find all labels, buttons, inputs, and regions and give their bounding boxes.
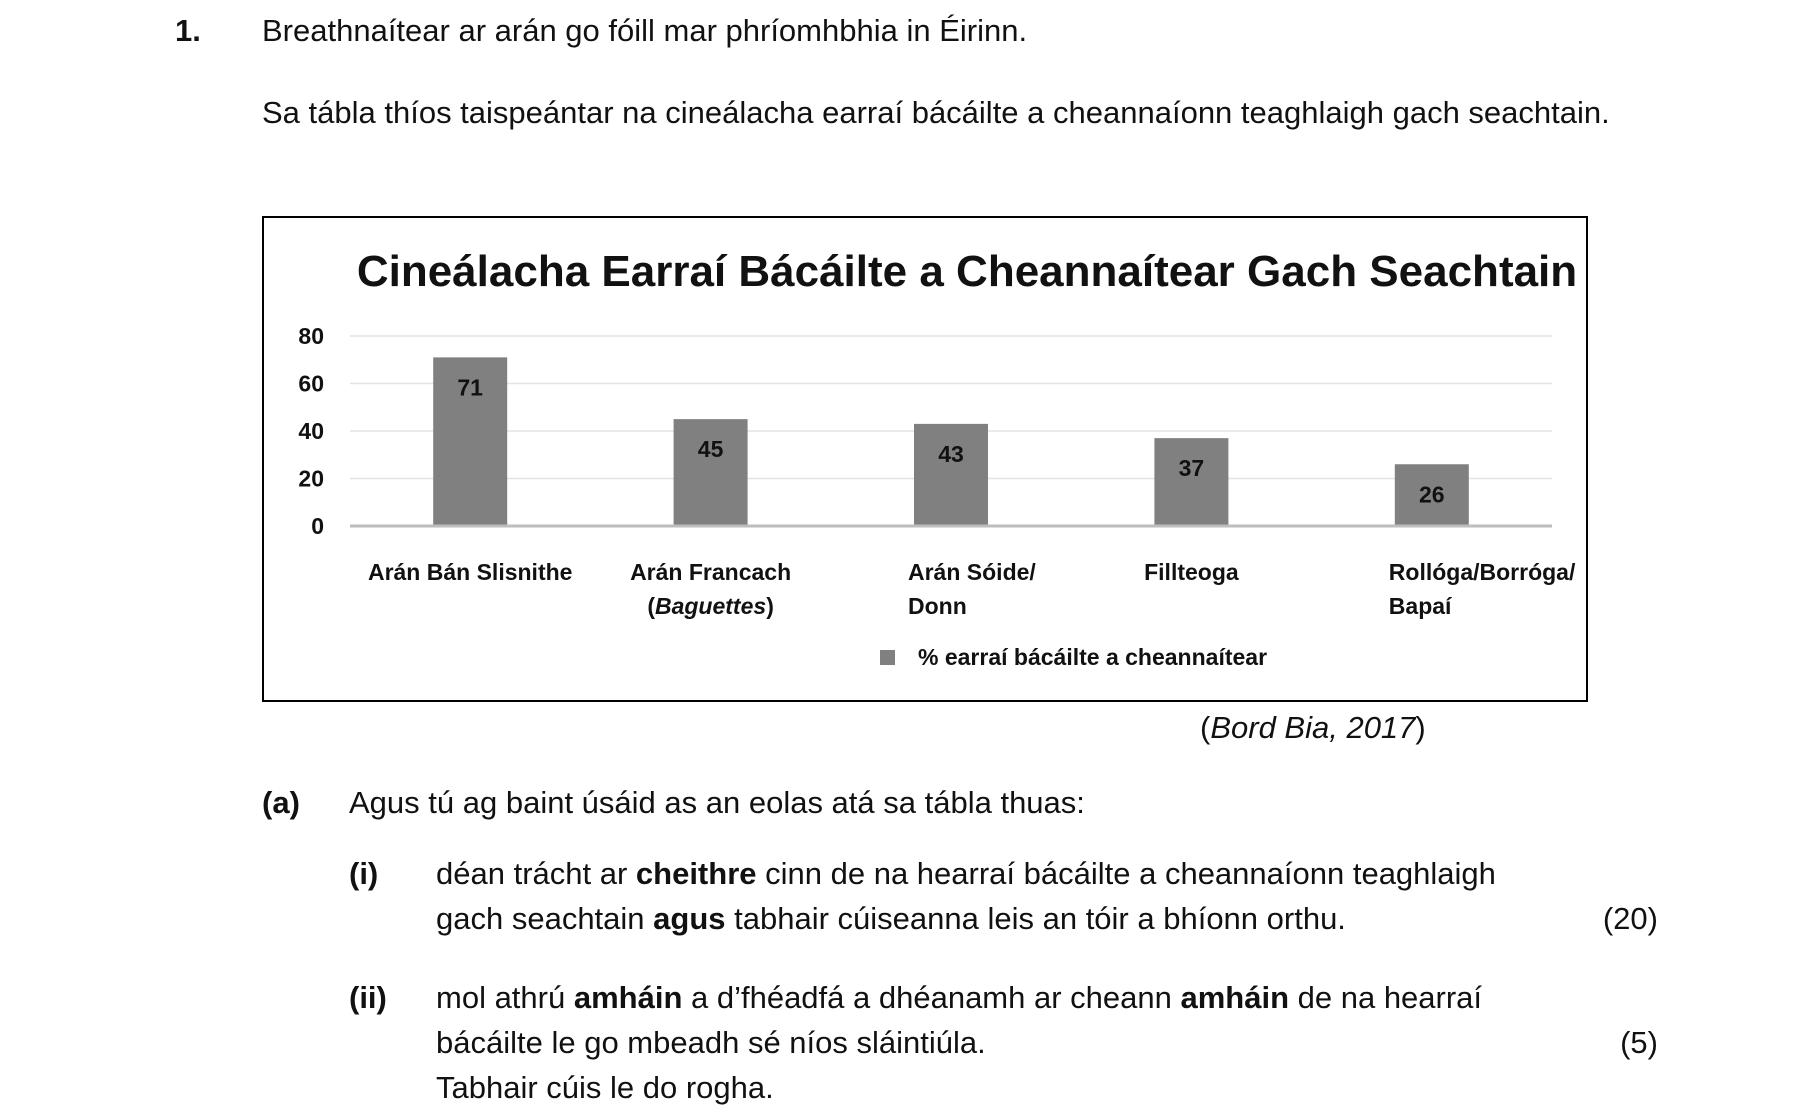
- part-i-line2: [436, 896, 1346, 941]
- part-i-l2-c: tabhair cúiseanna leis an tóir a bhíonn orthu.: [725, 901, 1346, 936]
- bar: [914, 424, 988, 526]
- question-intro: Breathnaítear ar arán go fóill mar phríomhbhia in Éirinn.: [262, 13, 1028, 48]
- bar-chart: [262, 216, 1588, 702]
- bar-value-label: 26: [1419, 481, 1445, 508]
- part-i-l2-b: agus: [653, 901, 726, 936]
- part-ii-l1-c: a d’fhéadfá a dhéanamh ar cheann: [682, 980, 1181, 1015]
- part-i-l1-c: cinn de na hearraí bácáilte a cheannaíonn teaghlaigh: [756, 856, 1496, 891]
- x-category-label: Arán Francach: [630, 559, 792, 585]
- part-i-marks: (20): [1602, 901, 1658, 936]
- y-tick-label: 40: [298, 418, 324, 444]
- x-category-label: Fillteoga: [1144, 559, 1239, 585]
- part-ii-line2: bácáilte le go mbeadh sé níos sláintiúla.: [436, 1025, 986, 1060]
- x-category-label: Bapaí: [1388, 593, 1452, 619]
- x-category-label: Arán Bán Slisnithe: [367, 559, 573, 585]
- legend-label: % earraí bácáilte a cheannaítear: [918, 644, 1268, 670]
- question-paragraph: Sa tábla thíos taispeántar na cineálacha earraí bácáilte a cheannaíonn teaghlaigh gach seachtain.: [262, 95, 1610, 130]
- bar-value-label: 45: [697, 436, 724, 463]
- source-open: (: [1200, 710, 1211, 745]
- part-ii-l1-b: amháin: [573, 980, 683, 1015]
- y-tick-label: 0: [311, 513, 324, 539]
- part-ii-label: (ii): [349, 980, 387, 1015]
- x-category-label: Rollóga/Borróga/: [1388, 559, 1576, 585]
- part-ii-l1-e: de na hearraí: [1289, 980, 1483, 1015]
- chart-title: Cineálacha Earraí Bácáilte a Cheannaítear Gach Seachtain: [356, 247, 1578, 296]
- y-tick-label: 60: [298, 370, 324, 397]
- part-i-l2-a: gach seachtain: [436, 901, 654, 936]
- bar-value-label: 37: [1178, 455, 1205, 482]
- source-citation: [1200, 705, 1426, 750]
- part-ii-line1: [436, 975, 1482, 1020]
- bar: [1154, 438, 1228, 526]
- x-category-label: Arán Sóide/: [908, 559, 1036, 585]
- part-i-line1: [436, 851, 1496, 896]
- question-number: 1.: [175, 13, 201, 48]
- x-category-label: (Baguettes): [647, 593, 774, 619]
- bar-value-label: 71: [457, 374, 483, 401]
- y-tick-label: 80: [298, 323, 324, 349]
- part-i-label: (i): [349, 856, 379, 891]
- x-category-label: Donn: [908, 593, 967, 619]
- part-ii-l1-d: amháin: [1180, 980, 1290, 1015]
- part-ii-marks: (5): [1620, 1025, 1658, 1060]
- part-ii-l1-a: mol athrú: [436, 980, 574, 1015]
- bar-value-label: 43: [938, 440, 964, 467]
- y-tick-label: 20: [298, 465, 324, 492]
- part-i-l1-a: déan trácht ar: [436, 856, 636, 891]
- legend-swatch: [880, 650, 895, 665]
- part-i-l1-b: cheithre: [635, 856, 757, 891]
- source-name: Bord Bia, 2017: [1210, 710, 1416, 745]
- part-a-text: Agus tú ag baint úsáid as an eolas atá sa tábla thuas:: [349, 785, 1085, 820]
- part-a-label: (a): [262, 785, 300, 820]
- source-close: ): [1415, 710, 1426, 745]
- part-ii-line3: Tabhair cúis le do rogha.: [436, 1070, 774, 1105]
